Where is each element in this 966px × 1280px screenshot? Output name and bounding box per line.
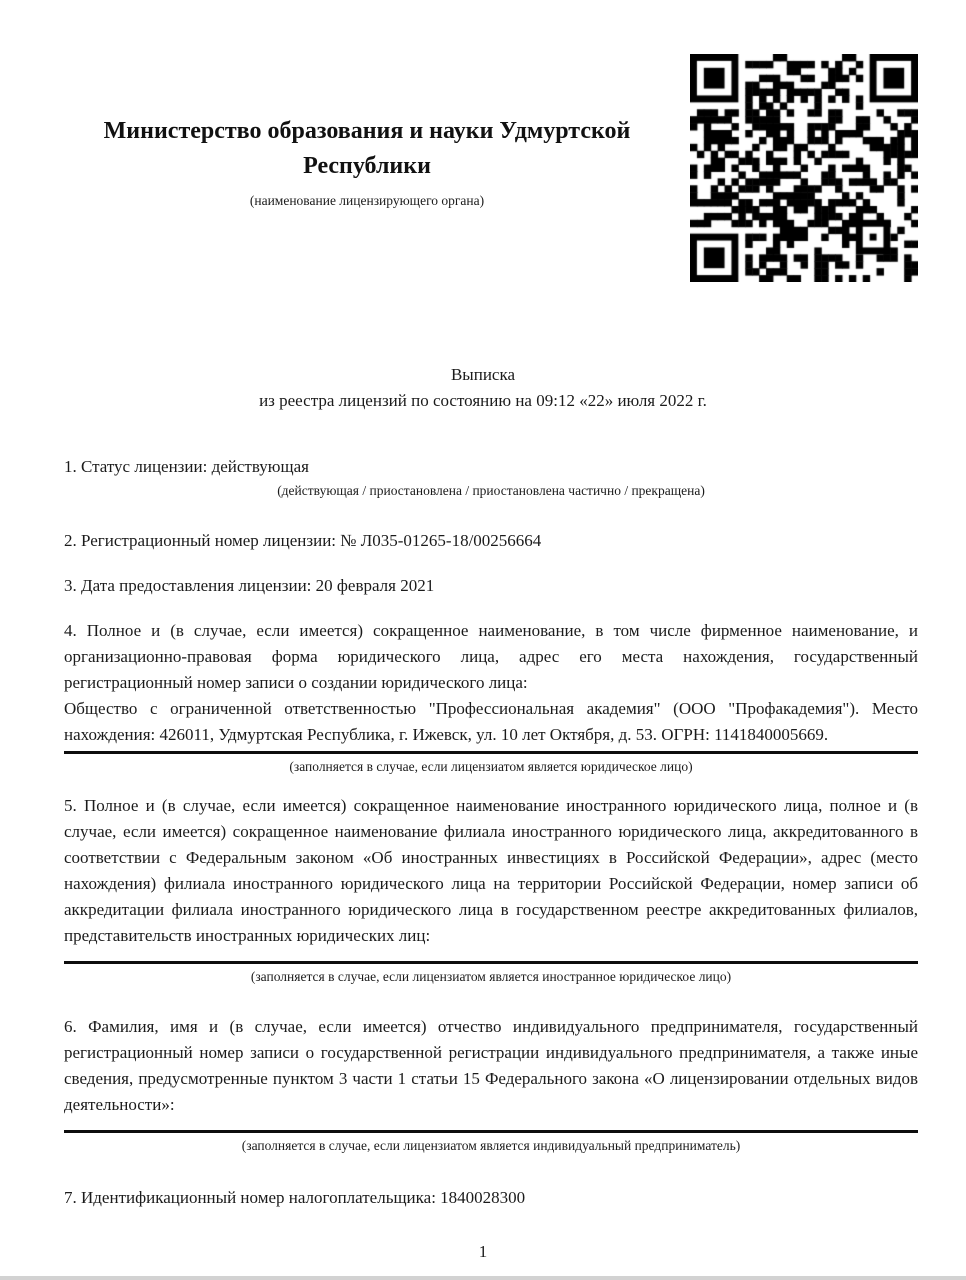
item-3-grant-date xyxy=(64,574,918,598)
individual-entrepreneur-caption: (заполняется в случае, если лицензиатом является индивидуальный предприниматель) xyxy=(241,1138,741,1153)
individual-entrepreneur-text: 6. Фамилия, имя и (в случае, если имеется) отчество индивидуального предпринимателя, государственный регистрационный номер записи о государственной регистрации индивидуального предпринимателя, а также иные сведения, предусмотренные пунктом 3 части 1 статьи 15 Федерального закона «О лицензировании отдельных видов деятельности»: xyxy=(64,1017,918,1114)
grant-date-text: 3. Дата предоставления лицензии: 20 февраля 2021 xyxy=(64,576,435,595)
foreign-entity-text: 5. Полное и (в случае, если имеется) сокращенное наименование иностранного юридического лица, полное и (в случае, если имеется) сокращенное наименование филиала иностранного юридического лица, аккредитованного в соответствии с Федеральным законом «Об иностранных инвестициях в Российской Федерации», адрес (место нахождения) филиала иностранного юридического лица на территории Российской Федерации, номер записи об аккредитации филиала иностранного юридического лица в государственном реестре аккредитованных филиалов, представительств иностранных юридических лиц: xyxy=(64,796,918,945)
document-title-line1: Выписка xyxy=(450,365,516,384)
item-7-inn xyxy=(64,1186,918,1210)
licensing-authority-header xyxy=(64,114,670,209)
page-bottom-edge xyxy=(0,1276,966,1280)
item-5-foreign-entity xyxy=(64,793,918,987)
legal-entity-text: 4. Полное и (в случае, если имеется) сокращенное наименование, в том числе фирменное наименование, и организационно-правовая форма юридического лица, адрес его места нахождения, государственный регистрационный номер записи о создании юридического лица: xyxy=(64,621,918,692)
page-number: 1 xyxy=(478,1242,488,1261)
legal-entity-value: Общество с ограниченной ответственностью "Профессиональная академия" (ООО "Профакадемия"). Место нахождения: 426011, Удмуртская Республика, г. Ижевск, ул. 10 лет Октября, д. 53. ОГРН: 1141840005669. xyxy=(64,699,918,744)
item-2-registration-number xyxy=(64,529,918,553)
legal-entity-caption: (заполняется в случае, если лицензиатом является юридическое лицо) xyxy=(289,759,693,774)
ministry-name: Министерство образования и науки Удмуртской Республики xyxy=(103,118,631,179)
item-4-legal-entity xyxy=(64,618,918,777)
individual-entrepreneur-fill-line xyxy=(64,1130,918,1133)
item-1-license-status xyxy=(64,455,918,501)
foreign-entity-caption: (заполняется в случае, если лицензиатом является иностранное юридическое лицо) xyxy=(250,969,732,984)
license-status-caption: (действующая / приостановлена / приостановлена частично / прекращена) xyxy=(277,483,705,498)
inn-text: 7. Идентификационный номер налогоплательщика: 1840028300 xyxy=(64,1188,526,1207)
document-title-line2: из реестра лицензий по состоянию на 09:12 «22» июля 2022 г. xyxy=(259,391,707,410)
qr-code xyxy=(690,54,918,282)
legal-entity-fill-line xyxy=(64,751,918,754)
license-status-text: 1. Статус лицензии: действующая xyxy=(64,457,309,476)
registration-number-text: 2. Регистрационный номер лицензии: № Л035-01265-18/00256664 xyxy=(64,531,542,550)
document-title xyxy=(0,362,966,414)
foreign-entity-fill-line xyxy=(64,961,918,964)
item-6-individual-entrepreneur xyxy=(64,1014,918,1156)
ministry-caption: (наименование лицензирующего органа) xyxy=(249,193,485,208)
